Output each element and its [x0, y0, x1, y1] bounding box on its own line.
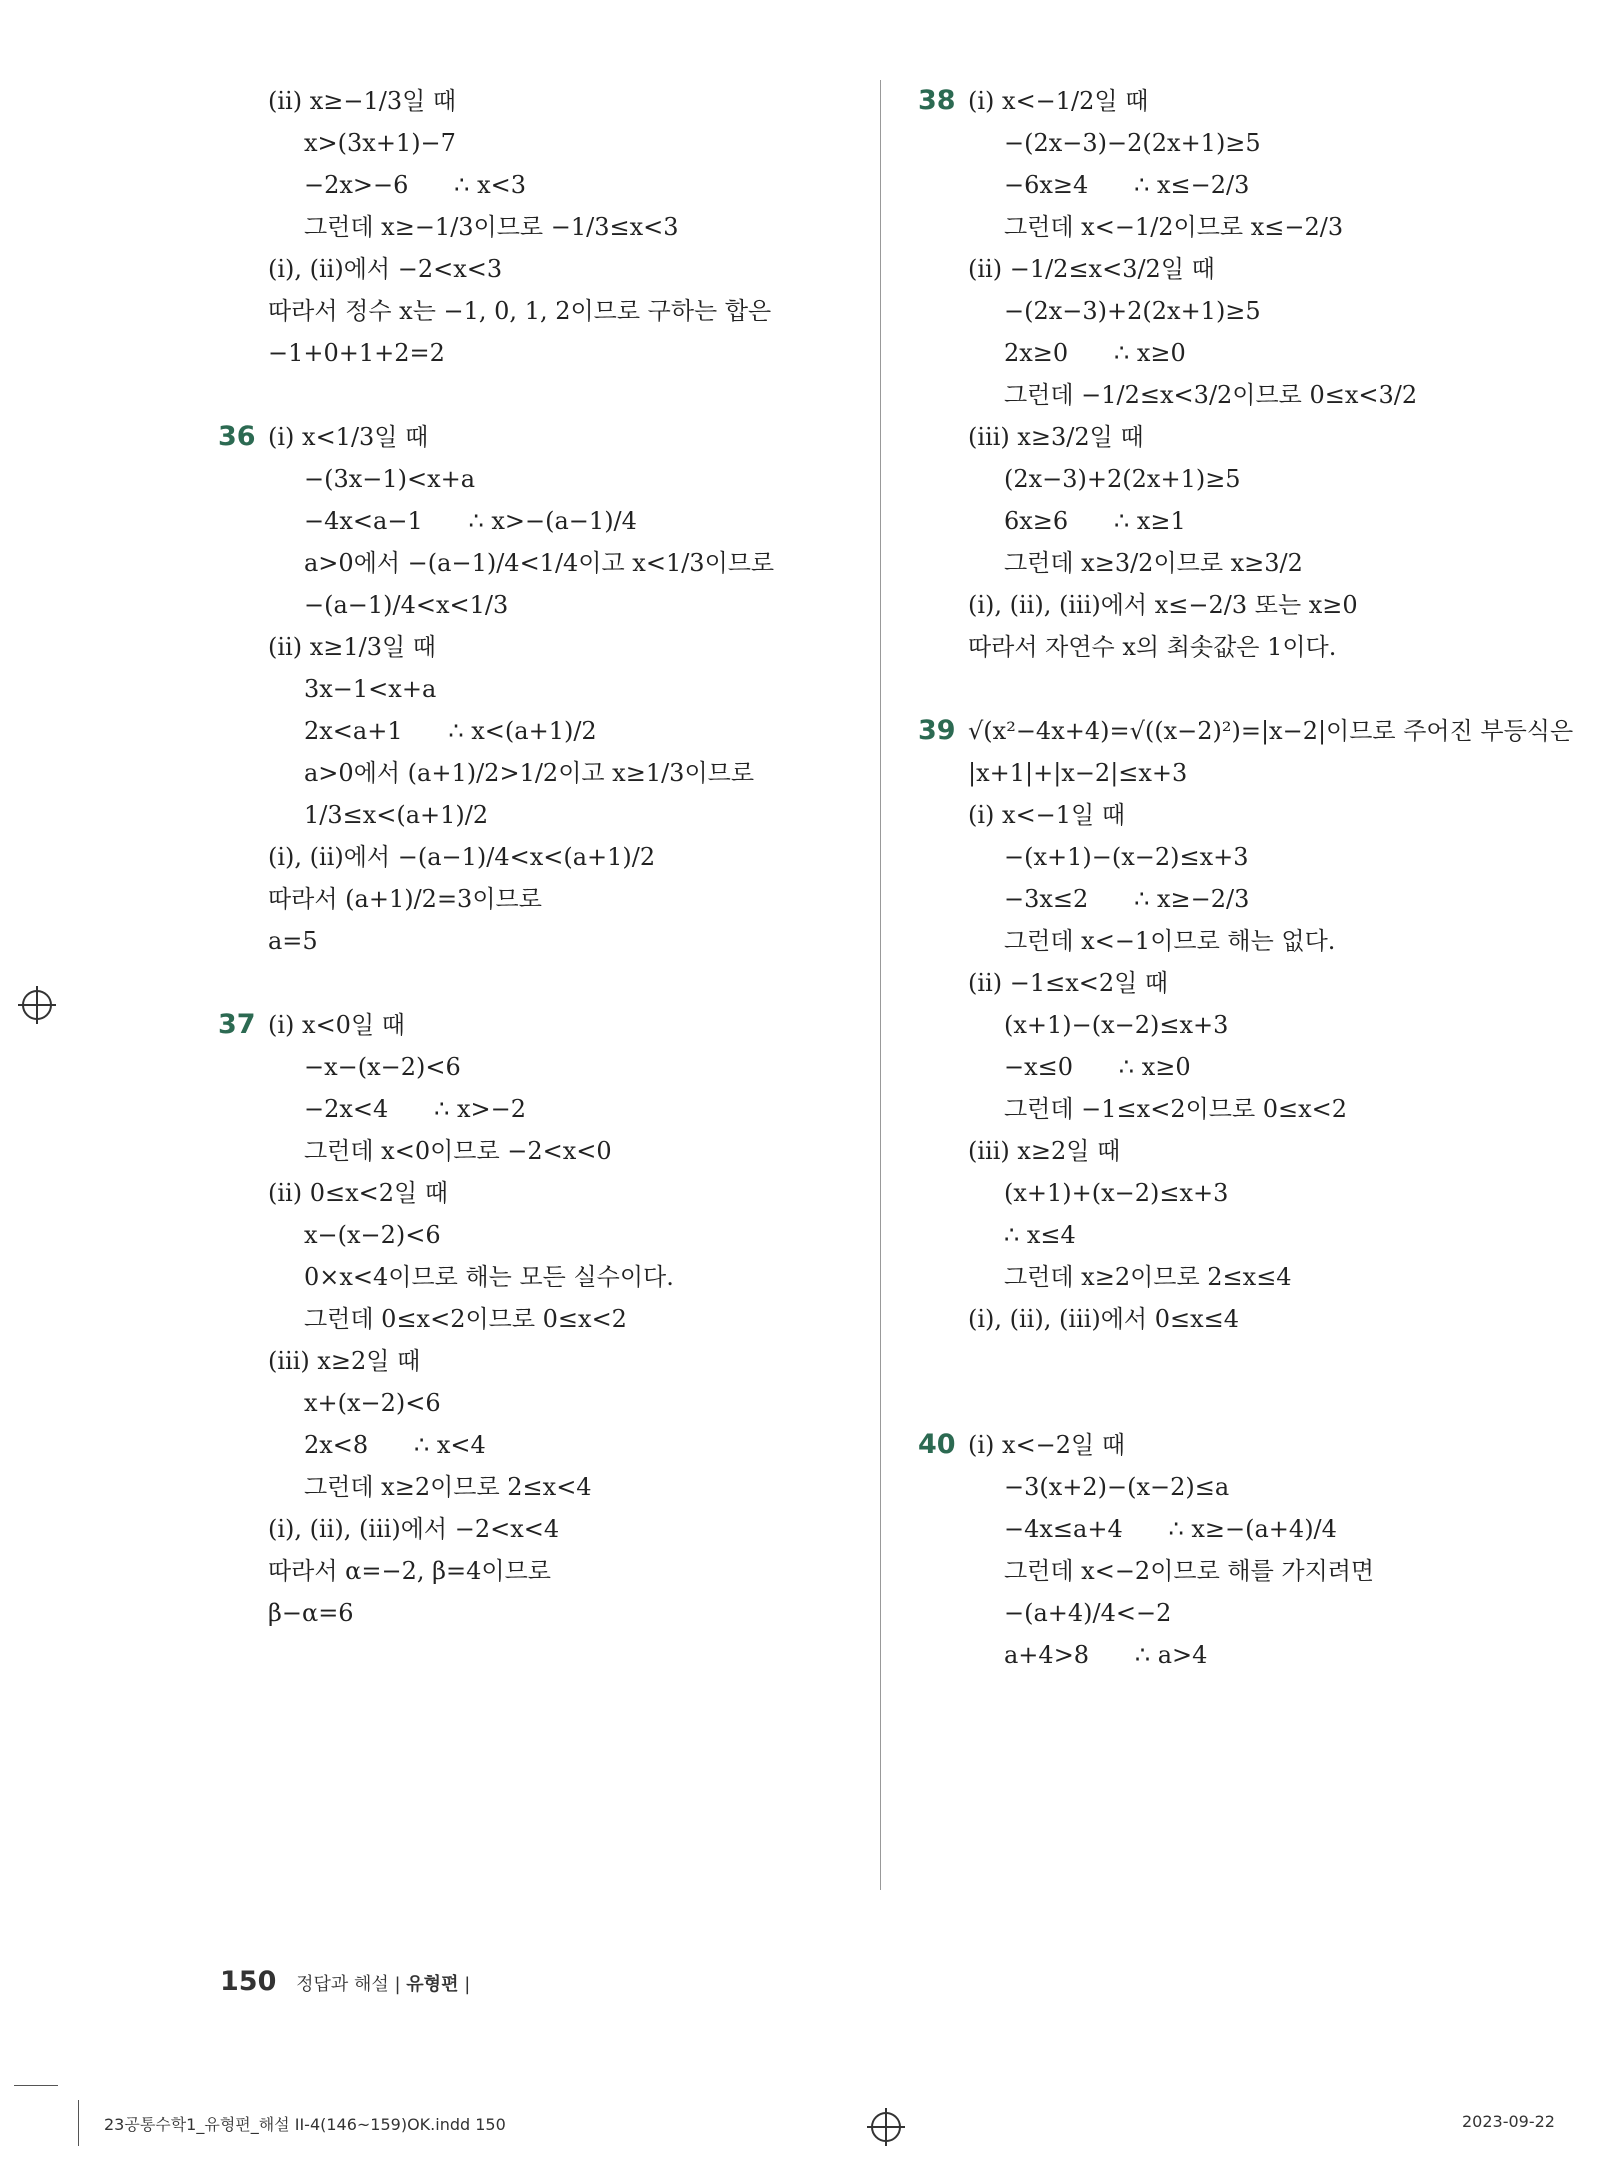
solution-line: −4x≤a+4 ∴ x≥−(a+4)/4: [1004, 1515, 1337, 1543]
solution-line: a+4>8 ∴ a>4: [1004, 1641, 1208, 1669]
solution-line-row: [220, 878, 870, 920]
solution-line-row: [920, 920, 1600, 962]
solution-line: (ⅰ), (ⅱ), (ⅲ)에서 x≤−2/3 또는 x≥0: [968, 591, 1358, 619]
solution-line-row: [920, 794, 1600, 836]
footer-separator: |: [464, 1974, 471, 1995]
solution-line-row: [220, 584, 870, 626]
spacer: [220, 962, 870, 1004]
solution-line-row: [220, 1424, 870, 1466]
solution-line: √(x²−4x+4)=√((x−2)²)=|x−2|이므로 주어진 부등식은: [968, 717, 1574, 745]
solution-line-row: [920, 1508, 1600, 1550]
solution-line-row: [220, 668, 870, 710]
solution-line-row: [920, 1634, 1600, 1676]
solution-line: (ⅲ) x≥3/2일 때: [968, 423, 1144, 451]
solution-line-row: [920, 752, 1600, 794]
solution-line: (x+1)−(x−2)≤x+3: [1004, 1011, 1229, 1039]
solution-line-row: [220, 1382, 870, 1424]
solution-line-row: [220, 248, 870, 290]
solution-line: 따라서 정수 x는 −1, 0, 1, 2이므로 구하는 합은: [268, 297, 772, 325]
solution-line: −(x+1)−(x−2)≤x+3: [1004, 843, 1249, 871]
solution-line: 1/3≤x<(a+1)/2: [304, 801, 489, 829]
solution-line: (ⅱ) 0≤x<2일 때: [268, 1179, 448, 1207]
solution-line: (ⅲ) x≥2일 때: [268, 1347, 421, 1375]
solution-line-row: [220, 626, 870, 668]
solution-line-row: [220, 164, 870, 206]
solution-line: −2x>−6 ∴ x<3: [304, 171, 526, 199]
solution-line-row: [220, 920, 870, 962]
page-number: 150: [220, 1966, 277, 1997]
trim-mark: [14, 2085, 58, 2086]
solution-line-row: [220, 1214, 870, 1256]
solution-line: β−α=6: [268, 1599, 354, 1627]
solution-line: −(a−1)/4<x<1/3: [304, 591, 509, 619]
slug-date: 2023-09-22: [1462, 2112, 1555, 2131]
solution-line-row: [220, 1130, 870, 1172]
problem-start: [220, 416, 870, 458]
solution-line: 그런데 0≤x<2이므로 0≤x<2: [304, 1305, 627, 1333]
solution-line: −2x<4 ∴ x>−2: [304, 1095, 526, 1123]
solution-line: (ⅰ) x<−2일 때: [968, 1431, 1126, 1459]
solution-line-row: [220, 206, 870, 248]
solution-line: 2x≥0 ∴ x≥0: [1004, 339, 1186, 367]
solution-line-row: [920, 626, 1600, 668]
solution-line: −(2x−3)−2(2x+1)≥5: [1004, 129, 1261, 157]
solution-line-row: [220, 1298, 870, 1340]
solution-line-row: [220, 710, 870, 752]
solution-line: 3x−1<x+a: [304, 675, 437, 703]
solution-line-row: [220, 1466, 870, 1508]
solution-line: 그런데 x≥2이므로 2≤x≤4: [1004, 1263, 1292, 1291]
solution-line: a=5: [268, 927, 318, 955]
page-footer: [220, 1966, 470, 1997]
solution-line: x+(x−2)<6: [304, 1389, 441, 1417]
solution-line: 따라서 (a+1)/2=3이므로: [268, 885, 542, 913]
registration-mark-icon: [22, 990, 52, 1020]
slug-filename: 23공통수학1_유형편_해설 II-4(146~159)OK.indd 150: [104, 2115, 506, 2134]
right-column: [920, 80, 1600, 1676]
solution-line: (ⅰ) x<−1/2일 때: [968, 87, 1149, 115]
solution-line: x−(x−2)<6: [304, 1221, 441, 1249]
solution-line: 그런데 x<−2이므로 해를 가지려면: [1004, 1557, 1375, 1585]
problem-start: [920, 710, 1600, 752]
solution-line: x>(3x+1)−7: [304, 129, 456, 157]
solution-line: −x≤0 ∴ x≥0: [1004, 1053, 1191, 1081]
solution-line: 따라서 α=−2, β=4이므로: [268, 1557, 551, 1585]
solution-line-row: [920, 248, 1600, 290]
solution-line-row: [220, 1340, 870, 1382]
spacer: [920, 668, 1600, 710]
spacer: [920, 1340, 1600, 1382]
solution-line-row: [920, 1214, 1600, 1256]
solution-line-row: [920, 1172, 1600, 1214]
solution-line: −1+0+1+2=2: [268, 339, 445, 367]
solution-line-row: [220, 1256, 870, 1298]
solution-line: (ⅱ) x≥−1/3일 때: [268, 87, 457, 115]
solution-line: (ⅱ) −1/2≤x<3/2일 때: [968, 255, 1215, 283]
problem-number: 39: [918, 715, 956, 746]
solution-line-row: [220, 1088, 870, 1130]
solution-line: (ⅱ) x≥1/3일 때: [268, 633, 436, 661]
solution-line-row: [920, 416, 1600, 458]
problem-number: 37: [218, 1009, 256, 1040]
solution-line-row: [220, 80, 870, 122]
spacer: [220, 374, 870, 416]
solution-line-row: [920, 458, 1600, 500]
solution-line-row: [220, 1550, 870, 1592]
solution-line: ∴ x≤4: [1004, 1221, 1076, 1249]
solution-line: 6x≥6 ∴ x≥1: [1004, 507, 1186, 535]
problem-start: [220, 1004, 870, 1046]
solution-line: (ⅰ), (ⅱ)에서 −(a−1)/4<x<(a+1)/2: [268, 843, 656, 871]
solution-line-row: [220, 1172, 870, 1214]
solution-line: 그런데 −1≤x<2이므로 0≤x<2: [1004, 1095, 1348, 1123]
solution-line-row: [220, 122, 870, 164]
solution-line: −(3x−1)<x+a: [304, 465, 476, 493]
solution-line-row: [920, 1256, 1600, 1298]
solution-line-row: [220, 542, 870, 584]
solution-line-row: [920, 122, 1600, 164]
solution-line-row: [220, 752, 870, 794]
solution-line: (ⅰ), (ⅱ), (ⅲ)에서 −2<x<4: [268, 1515, 560, 1543]
solution-line-row: [220, 836, 870, 878]
problem-start: [920, 1424, 1600, 1466]
solution-line: 2x<a+1 ∴ x<(a+1)/2: [304, 717, 597, 745]
solution-line-row: [220, 290, 870, 332]
solution-line: |x+1|+|x−2|≤x+3: [968, 759, 1188, 787]
spacer: [920, 1382, 1600, 1424]
solution-line-row: [220, 500, 870, 542]
solution-line: −3x≤2 ∴ x≥−2/3: [1004, 885, 1250, 913]
solution-line: −(2x−3)+2(2x+1)≥5: [1004, 297, 1261, 325]
solution-line: 따라서 자연수 x의 최솟값은 1이다.: [968, 633, 1337, 661]
solution-line-row: [920, 500, 1600, 542]
solution-line-row: [920, 1466, 1600, 1508]
solution-line: (ⅰ) x<0일 때: [268, 1011, 405, 1039]
solution-line-row: [920, 1088, 1600, 1130]
solution-line-row: [920, 1550, 1600, 1592]
solution-line: −x−(x−2)<6: [304, 1053, 461, 1081]
column-divider: [880, 80, 881, 1890]
solution-line-row: [920, 164, 1600, 206]
solution-line-row: [920, 1046, 1600, 1088]
solution-line-row: [920, 836, 1600, 878]
solution-line: −6x≥4 ∴ x≤−2/3: [1004, 171, 1250, 199]
solution-line: −4x<a−1 ∴ x>−(a−1)/4: [304, 507, 637, 535]
solution-line-row: [920, 206, 1600, 248]
left-column: [220, 80, 870, 1634]
solution-line: (ⅰ), (ⅱ), (ⅲ)에서 0≤x≤4: [968, 1305, 1240, 1333]
solution-line: 2x<8 ∴ x<4: [304, 1431, 486, 1459]
trim-mark: [78, 2100, 79, 2146]
problem-start: [920, 80, 1600, 122]
solution-line-row: [920, 1592, 1600, 1634]
solution-line: 그런데 x<−1이므로 해는 없다.: [1004, 927, 1336, 955]
solution-line: 그런데 x≥3/2이므로 x≥3/2: [1004, 549, 1303, 577]
solution-line: 그런데 x≥−1/3이므로 −1/3≤x<3: [304, 213, 679, 241]
solution-line: (ⅱ) −1≤x<2일 때: [968, 969, 1169, 997]
registration-mark-icon: [871, 2112, 901, 2142]
solution-line: a>0에서 (a+1)/2>1/2이고 x≥1/3이므로: [304, 759, 755, 787]
solution-line: 0×x<4이므로 해는 모든 실수이다.: [304, 1263, 674, 1291]
solution-line-row: [920, 1004, 1600, 1046]
solution-line: 그런데 −1/2≤x<3/2이므로 0≤x<3/2: [1004, 381, 1418, 409]
solution-line-row: [220, 1046, 870, 1088]
footer-label: 정답과 해설 |: [296, 1974, 401, 1995]
solution-line-row: [220, 332, 870, 374]
footer-section: 유형편: [406, 1974, 459, 1995]
solution-line: (ⅰ) x<1/3일 때: [268, 423, 429, 451]
solution-line: (x+1)+(x−2)≤x+3: [1004, 1179, 1229, 1207]
solution-line-row: [220, 1508, 870, 1550]
solution-line: 그런데 x<0이므로 −2<x<0: [304, 1137, 612, 1165]
solution-line: 그런데 x<−1/2이므로 x≤−2/3: [1004, 213, 1344, 241]
problem-number: 40: [918, 1429, 956, 1460]
solution-line: (ⅲ) x≥2일 때: [968, 1137, 1121, 1165]
problem-number: 38: [918, 85, 956, 116]
solution-line-row: [220, 1592, 870, 1634]
solution-line-row: [220, 794, 870, 836]
solution-line: (2x−3)+2(2x+1)≥5: [1004, 465, 1241, 493]
solution-line: a>0에서 −(a−1)/4<1/4이고 x<1/3이므로: [304, 549, 775, 577]
solution-line-row: [220, 458, 870, 500]
solution-line-row: [920, 374, 1600, 416]
solution-line-row: [920, 584, 1600, 626]
solution-line: −(a+4)/4<−2: [1004, 1599, 1172, 1627]
solution-line: (ⅰ) x<−1일 때: [968, 801, 1126, 829]
solution-line-row: [920, 878, 1600, 920]
solution-line-row: [920, 542, 1600, 584]
solution-line-row: [920, 290, 1600, 332]
solution-line: −3(x+2)−(x−2)≤a: [1004, 1473, 1230, 1501]
solution-line-row: [920, 1298, 1600, 1340]
solution-line: (ⅰ), (ⅱ)에서 −2<x<3: [268, 255, 503, 283]
solution-line-row: [920, 332, 1600, 374]
solution-line-row: [920, 962, 1600, 1004]
solution-line: 그런데 x≥2이므로 2≤x<4: [304, 1473, 592, 1501]
solution-line-row: [920, 1130, 1600, 1172]
problem-number: 36: [218, 421, 256, 452]
